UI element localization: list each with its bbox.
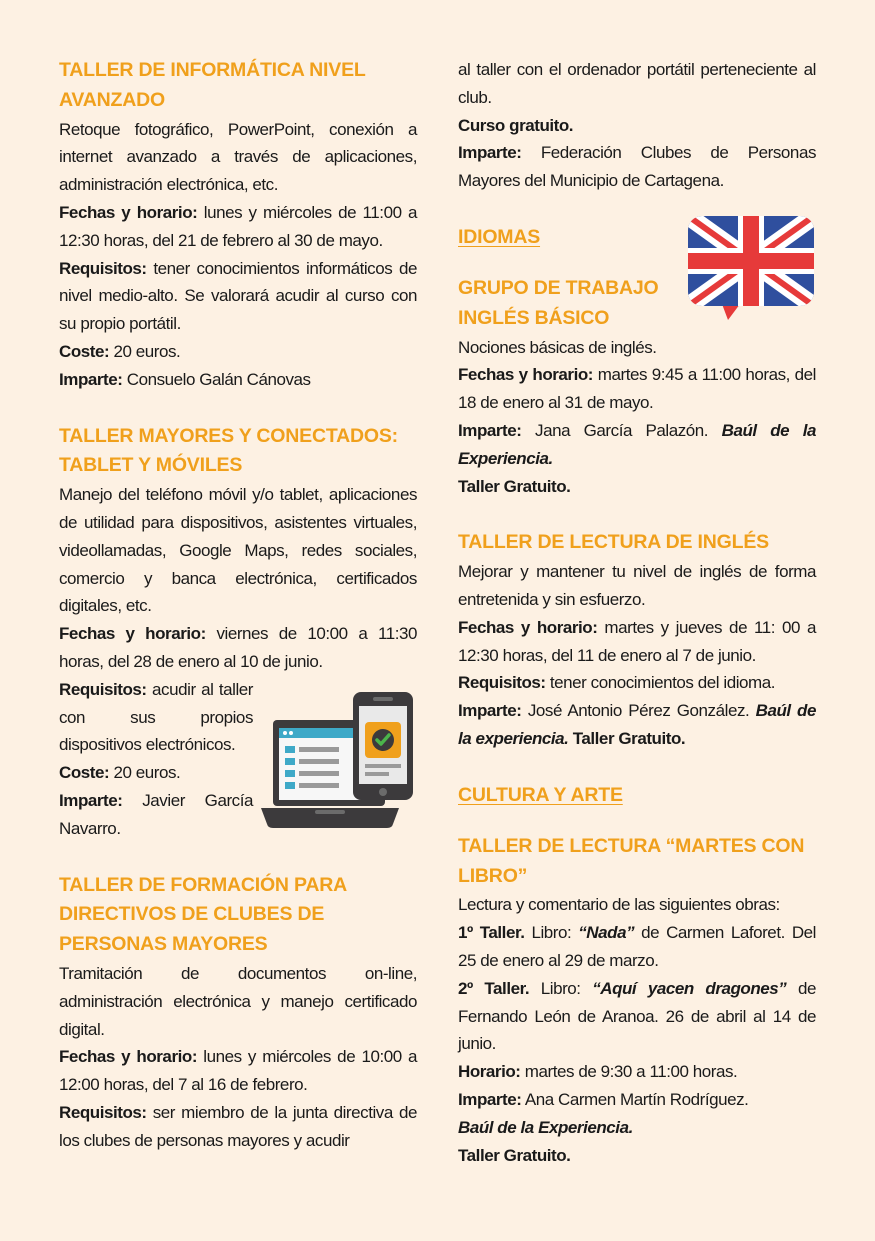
- schedule-line: Horario: martes de 9:30 a 11:00 horas.: [458, 1062, 738, 1082]
- schedule-line: Fechas y horario: lunes y miércoles de 11:00 a 12:30 horas, del 21 de febrero al 30 de mayo.: [59, 202, 417, 250]
- free-course-note: Curso gratuito.: [458, 115, 574, 135]
- section-martes-libro: [458, 832, 816, 1170]
- section-body-with-icon: [59, 676, 417, 843]
- left-column: [59, 56, 417, 1154]
- section-lectura-ingles: [458, 528, 816, 752]
- right-column: [458, 56, 816, 1169]
- continued-text: al taller con el ordenador portátil perteneciente al club.: [458, 60, 816, 107]
- section-directivos: [59, 871, 417, 1155]
- uk-flag-speech-bubble-icon: [686, 214, 816, 322]
- workshop-2-line: 2º Taller. Libro: “Aquí yacen dragones” de Fernando León de Aranoa. 26 de abril al 14 de junio.: [458, 978, 816, 1054]
- section-description: Retoque fotográfico, PowerPoint, conexión a internet avanzado a través de aplicaciones, administración electrónica, etc.: [59, 119, 417, 195]
- section-title: TALLER MAYORES Y CONECTADOS: TABLET Y MÓVILES: [59, 424, 398, 477]
- category-heading-cultura: CULTURA Y ARTE: [458, 783, 623, 806]
- organization-note: Baúl de la Experiencia.: [458, 1117, 633, 1137]
- laptop-phone-check-icon: [259, 686, 417, 836]
- instructor-line: Imparte: Jana García Palazón. Baúl de la Experiencia.: [458, 420, 816, 468]
- instructor-line: Imparte: Federación Clubes de Personas Mayores del Municipio de Cartagena.: [458, 143, 816, 191]
- instructor-line: Imparte: Javier García Navarro.: [59, 790, 253, 838]
- schedule-line: Fechas y horario: martes 9:45 a 11:00 horas, del 18 de enero al 31 de mayo.: [458, 365, 817, 413]
- section-conectados: [59, 422, 417, 843]
- schedule-line: Fechas y horario: viernes de 10:00 a 11:30 horas, del 28 de enero al 10 de junio.: [59, 624, 418, 671]
- section-title: TALLER DE FORMACIÓN PARA DIRECTIVOS DE CLUBES DE PERSONAS MAYORES: [59, 873, 347, 956]
- schedule-line: Fechas y horario: martes y jueves de 11: 00 a 12:30 horas, del 11 de enero al 7 de junio.: [458, 617, 817, 665]
- section-directivos-continued: [458, 56, 816, 195]
- workshop-1-line: 1º Taller. Libro: “Nada” de Carmen Laforet. Del 25 de enero al 29 de marzo.: [458, 923, 816, 970]
- section-title: TALLER DE LECTURA “MARTES CON LIBRO”: [458, 834, 805, 887]
- section-informatica: [59, 56, 417, 394]
- section-description: Mejorar y mantener tu nivel de inglés de forma entretenida y sin esfuerzo.: [458, 562, 816, 609]
- requirements-line: Requisitos: acudir al taller con sus propios dispositivos electrónicos.: [59, 679, 253, 755]
- section-description: Lectura y comentario de las siguientes obras:: [458, 895, 780, 915]
- section-title: GRUPO DE TRABAJO INGLÉS BÁSICO: [458, 276, 659, 329]
- category-heading-idiomas: IDIOMAS: [458, 225, 541, 248]
- section-description: Manejo del teléfono móvil y/o tablet, aplicaciones de utilidad para dispositivos, asistentes virtuales, videollamadas, Google Maps, redes sociales, comercio y banca electrónica, certificados digitales, etc.: [59, 485, 417, 616]
- section-description: Tramitación de documentos on-line, administración electrónica y manejo certificado digital.: [59, 963, 417, 1039]
- free-workshop-note: Taller Gratuito.: [458, 476, 571, 496]
- instructor-line: Imparte: José Antonio Pérez González. Baúl de la experiencia. Taller Gratuito.: [458, 701, 816, 748]
- instructor-line: Imparte: Consuelo Galán Cánovas: [59, 369, 311, 389]
- cost-line: Coste: 20 euros.: [59, 341, 181, 361]
- section-description: Nociones básicas de inglés.: [458, 337, 657, 357]
- requirements-line: Requisitos: ser miembro de la junta directiva de los clubes de personas mayores y acudir: [59, 1102, 417, 1150]
- idiomas-block: [458, 223, 816, 500]
- instructor-line: Imparte: Ana Carmen Martín Rodríguez.: [458, 1089, 749, 1109]
- section-title: TALLER DE LECTURA DE INGLÉS: [458, 531, 769, 554]
- requirements-line: Requisitos: tener conocimientos del idioma.: [458, 673, 776, 693]
- free-workshop-note: Taller Gratuito.: [458, 1145, 571, 1165]
- section-title: TALLER DE INFORMÁTICA NIVEL AVANZADO: [59, 59, 366, 111]
- cost-line: Coste: 20 euros.: [59, 763, 181, 783]
- schedule-line: Fechas y horario: lunes y miércoles de 10:00 a 12:00 horas, del 7 al 16 de febrero.: [59, 1047, 418, 1095]
- requirements-line: Requisitos: tener conocimientos informáticos de nivel medio-alto. Se valorará acudir al curso con su propio portátil.: [59, 258, 417, 334]
